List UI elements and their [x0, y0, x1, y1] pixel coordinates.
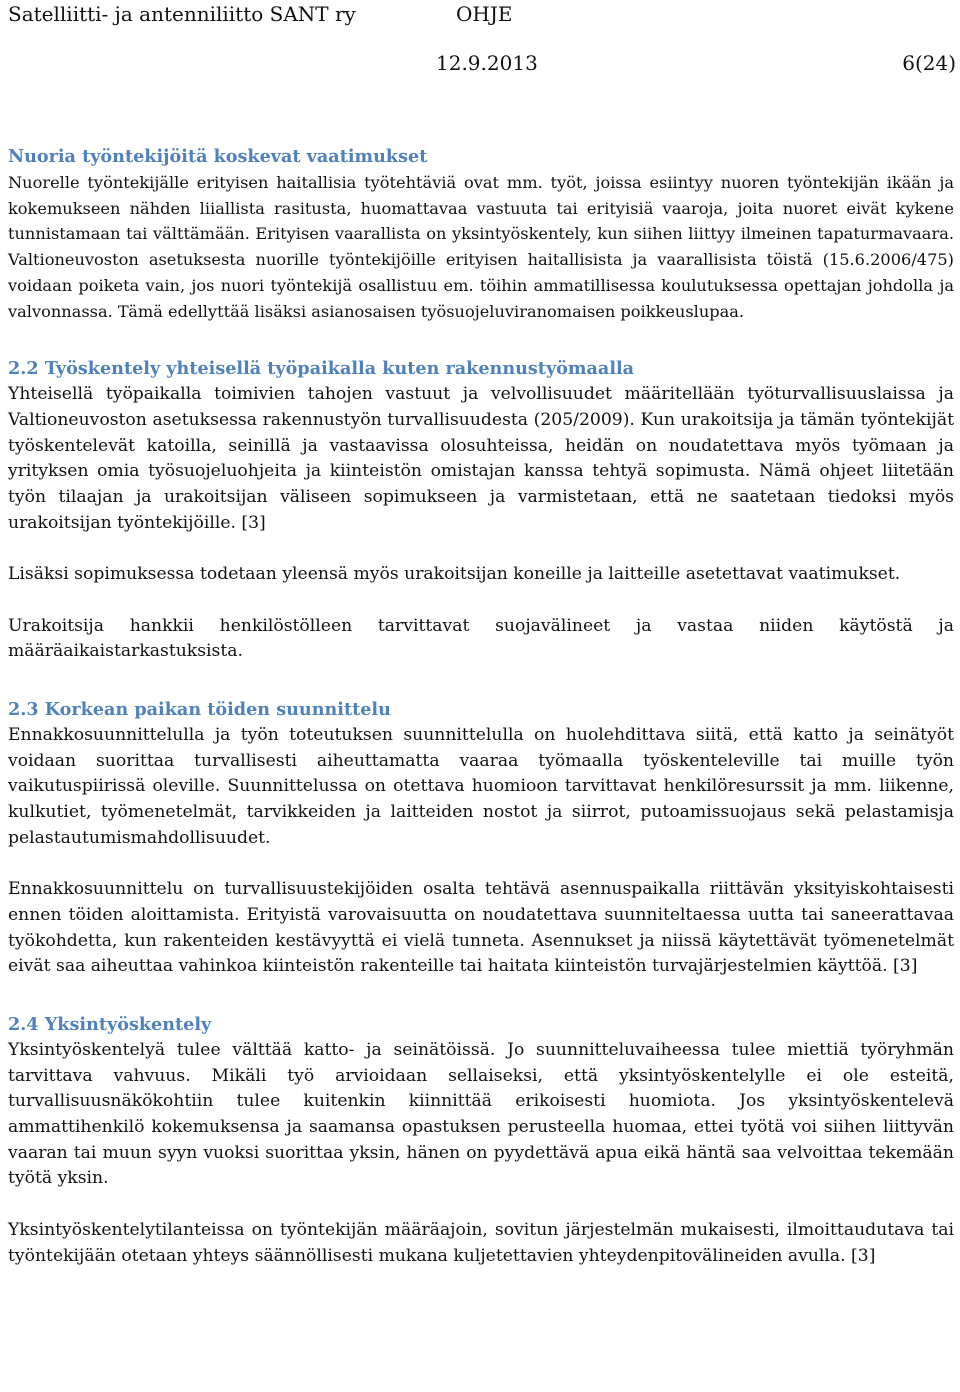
header-date: 12.9.2013 [436, 51, 538, 75]
section-heading-2-2 [8, 356, 954, 382]
paragraph-shared-workplace: Yhteisellä työpaikalla toimivien tahojen vastuut ja velvollisuudet määritellään työturvallisuuslaissa ja Valtioneuvoston asetuksessa rakennustyön turvallisuudesta (205/2009). Kun urakoitsija ja tämän työntekijät työskentelevät katoilla, seinillä ja vastaavissa olosuhteissa, heidän on noudatettava myös työmaan ja yrityksen omia työsuojeluohjeita ja kiinteistön omistajan kanssa tehtyä sopimusta. Nämä ohjeet liitetään työn tilaajan ja urakoitsijan väliseen sopimukseen ja varmistetaan, että ne saatetaan tiedoksi myös urakoitsijan työntekijöille. [3] [8, 384, 954, 533]
paragraph-contract-requirements: Lisäksi sopimuksessa todetaan yleensä myös urakoitsijan koneille ja laitteille asetettavat vaatimukset. [8, 564, 901, 585]
paragraph-advance-planning: Ennakkosuunnittelulla ja työn toteutuksen suunnittelulla on huolehdittava siitä, että katto ja seinätyöt voidaan suorittaa turvallisesti aiheuttamatta vaaraa työmaalla työskenteleville tai muille työn vaikutuspiirissä oleville. Suunnittelussa on otettava huomioon tarvittavat henkilöresurssit ja mm. liikenne, kulkutiet, työmenetelmät, tarvikkeiden ja laitteiden nostot ja siirrot, putoamissuojaus sekä pelastamisja pelastautumismahdollisuudet. [8, 724, 954, 848]
header-organization: Satelliitti- ja antenniliitto SANT ry [8, 2, 356, 26]
section-number: 2.2 [8, 358, 39, 380]
header-document-type: OHJE [456, 2, 513, 26]
section-number: 2.4 [8, 1013, 39, 1035]
section-number: 2.3 [8, 698, 39, 720]
paragraph-lone-work: Yksintyöskentelyä tulee välttää katto- ja seinätöissä. Jo suunnitteluvaiheessa tulee miettiä työryhmän tarvittava vahvuus. Mikäli työ arvioidaan sellaiseksi, että yksintyöskentelylle ei ole esteitä, turvallisuusnäkökohtiin tulee kuitenkin kiinnittää erikoisesti huomiota. Jos yksintyöskentelevä ammattihenkilö kokemuksensa ja saamansa opastuksen perusteella huomaa, ettei työtä voi siihen liittyvän vaaran tai muun syyn vuoksi suorittaa yksin, hänen on pyydettävä apua eikä häntä saa velvoittaa tekemään työtä yksin. [8, 1039, 954, 1189]
paragraph-safety-planning: Ennakkosuunnittelu on turvallisuustekijöiden osalta tehtävä asennuspaikalla riittävän yksityiskohtaisesti ennen töiden aloittamista. Erityistä varovaisuutta on noudatettava suunniteltaessa uutta tai saneerattavaa työkohdetta, kun rakenteiden kestävyyttä ei vielä tunneta. Asennukset ja niissä käytettävät työmenetelmät eivät saa aiheuttaa vahinkoa kiinteistön rakenteille tai haitata kiinteistön turvajärjestelmien käyttöä. [3] [8, 879, 954, 977]
section-heading-2-3 [8, 697, 954, 723]
section-heading-young-workers: Nuoria työntekijöitä koskevat vaatimukset [8, 146, 428, 167]
section-heading-2-4 [8, 1012, 954, 1038]
paragraph-young-workers: Nuorelle työntekijälle erityisen haitallisia työtehtäviä ovat mm. työt, joissa esiintyy nuoren työntekijän ikään ja kokemukseen nähden liiallista rasitusta, huomattavaa vastuuta tai erityisiä vaaroja, joita nuoret eivät kykene tunnistamaan tai välttämään. Erityisen vaarallista on yksintyöskentely, kun siihen liittyy ilmeinen tapaturmavaara. Valtioneuvoston asetuksesta nuorille työntekijöille erityisen haitallisista ja vaarallisista töistä (15.6.2006/475) voidaan poiketa vain, jos nuori työntekijä osallistuu em. töihin ammatillisessa koulutuksessa opettajan johdolla ja valvonnassa. Tämä edellyttää lisäksi asianosaisen työsuojeluviranomaisen poikkeuslupaa. [8, 173, 954, 321]
header-page-number: 6(24) [902, 51, 956, 75]
section-title: Yksintyöskentely [44, 1013, 212, 1035]
section-title: Korkean paikan töiden suunnittelu [44, 698, 391, 720]
section-title: Työskentely yhteisellä työpaikalla kuten rakennustyömaalla [44, 358, 635, 380]
paragraph-protective-equipment: Urakoitsija hankkii henkilöstölleen tarvittavat suojavälineet ja vastaa niiden käytöstä ja määräaikaistarkastuksista. [8, 615, 954, 662]
paragraph-lone-work-contact: Yksintyöskentelytilanteissa on työntekijän määräajoin, sovitun järjestelmän mukaisesti, ilmoittaudutava tai työntekijään otetaan yhteys säännöllisesti mukana kuljetettavien yhteydenpitovälineiden avulla. [3] [8, 1219, 954, 1266]
document-body [8, 144, 954, 1269]
